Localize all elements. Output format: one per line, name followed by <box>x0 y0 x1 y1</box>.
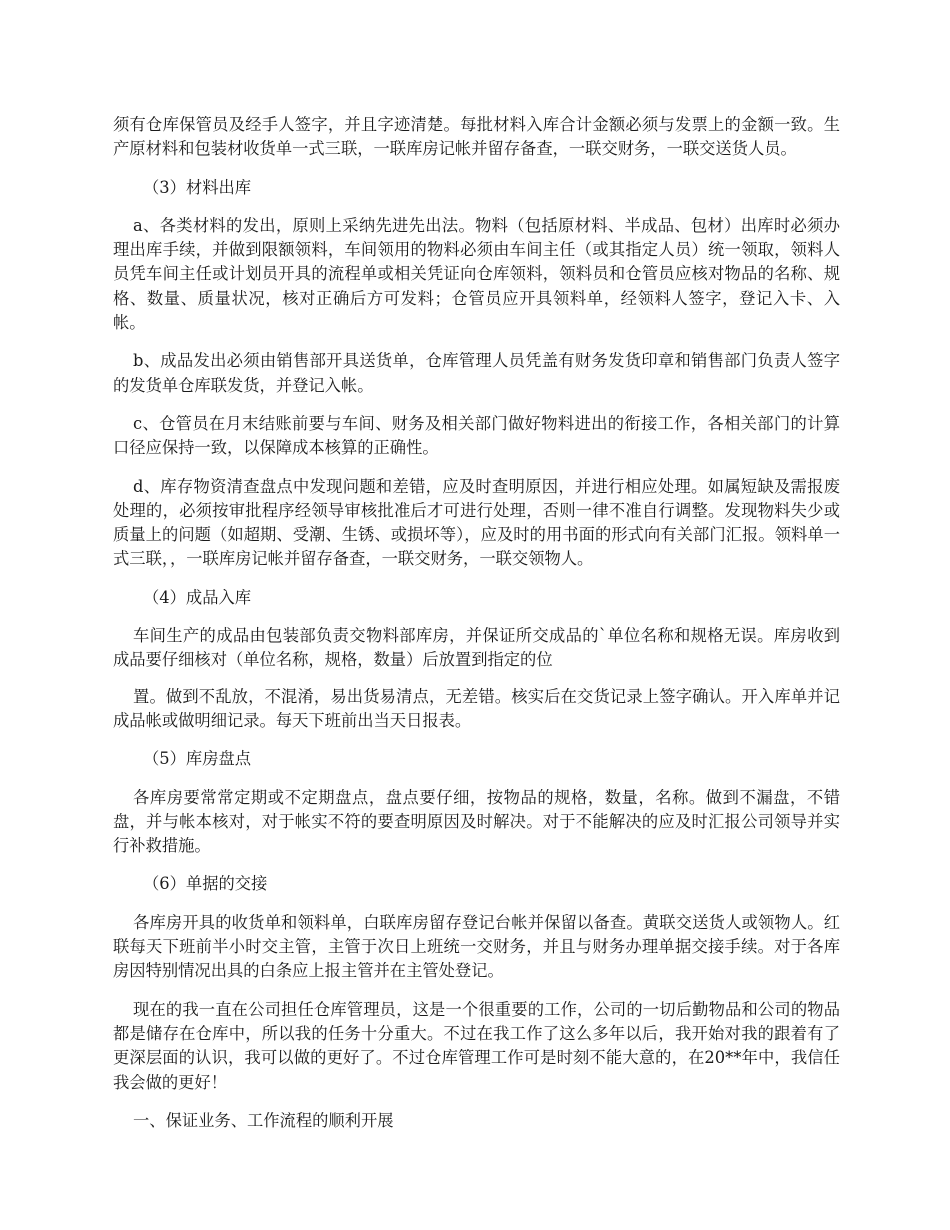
paragraph-finished-goods-part-2: 置。做到不乱放，不混淆，易出货易清点，无差错。核实后在交货记录上签字确认。开入库单并记成品帐或做明细记录。每天下班前出当天日报表。 <box>113 686 840 730</box>
section-heading-inventory-count: （5）库房盘点 <box>143 749 252 769</box>
paragraph-outbound-a: a、各类材料的发出，原则上采纳先进先出法。物料（包括原材料、半成品、包材）出库时必须办理出库手续，并做到限额领料，车间领用的物料必须由车间主任（或其指定人员）统一领取，领料人员凭车间主任或计划员开具的流程单或相关凭证向仓库领料，领料员和仓管员应核对物品的名称、规格、数量、质量状况，核对正确后方可发料；仓管员应开具领料单，经领料人签字，登记入卡、入帐。 <box>113 215 840 333</box>
paragraph-outbound-b: b、成品发出必须由销售部开具送货单，仓库管理人员凭盖有财务发货印章和销售部门负责人签字的发货单仓库联发货，并登记入帐。 <box>113 351 840 395</box>
section-heading-business-process: 一、保证业务、工作流程的顺利开展 <box>133 1110 394 1130</box>
paragraph-outbound-c: c、仓管员在月末结账前要与车间、财务及相关部门做好物料进出的衔接工作，各相关部门的计算口径应保持一致，以保障成本核算的正确性。 <box>113 413 840 458</box>
paragraph-document-handover: 各库房开具的收货单和领料单，白联库房留存登记台帐并保留以备查。黄联交送货人或领物人。红联每天下班前半小时交主管，主管于次日上班统一交财务，并且与财务办理单据交接手续。对于各库房因特别情况出具的白条应上报主管并在主管处登记。 <box>113 912 840 981</box>
paragraph-personal-reflection: 现在的我一直在公司担任仓库管理员，这是一个很重要的工作，公司的一切后勤物品和公司的物品都是储存在仓库中，所以我的任务十分重大。不过在我工作了这么多年以后，我开始对我的跟着有了更深层面的认识，我可以做的更好了。不过仓库管理工作可是时刻不能大意的，在20**年中，我信任我会做的更好！ <box>113 999 840 1092</box>
paragraph-receipt-signature: 须有仓库保管员及经手人签字，并且字迹清楚。每批材料入库合计金额必须与发票上的金额一致。生产原材料和包装材收货单一式三联，一联库房记帐并留存备查，一联交财务，一联交送货人员。 <box>113 115 840 159</box>
section-heading-document-handover: （6）单据的交接 <box>143 874 268 894</box>
paragraph-finished-goods-part-1: 车间生产的成品由包装部负责交物料部库房，并保证所交成品的`单位名称和规格无误。库房收到成品要仔细核对（单位名称，规格，数量）后放置到指定的位 <box>113 626 840 670</box>
document-body <box>113 113 840 1147</box>
section-heading-material-outbound: （3）材料出库 <box>143 177 252 197</box>
section-heading-finished-goods-inbound: （4）成品入库 <box>143 587 252 607</box>
paragraph-inventory-count: 各库房要常常定期或不定期盘点，盘点要仔细，按物品的规格，数量，名称。做到不漏盘，不错盘，并与帐本核对，对于帐实不符的要查明原因及时解决。对于不能解决的应及时汇报公司领导并实行补救措施。 <box>113 787 840 856</box>
paragraph-outbound-d: d、库存物资清查盘点中发现问题和差错，应及时查明原因，并进行相应处理。如属短缺及需报废处理的，必须按审批程序经领导审核批准后才可进行处理，否则一律不准自行调整。发现物料失少或质量上的问题（如超期、受潮、生锈、或损坏等），应及时的用书面的形式向有关部门汇报。领料单一式三联，，一联库房记帐并留存备查，一联交财务，一联交领物人。 <box>113 476 840 569</box>
